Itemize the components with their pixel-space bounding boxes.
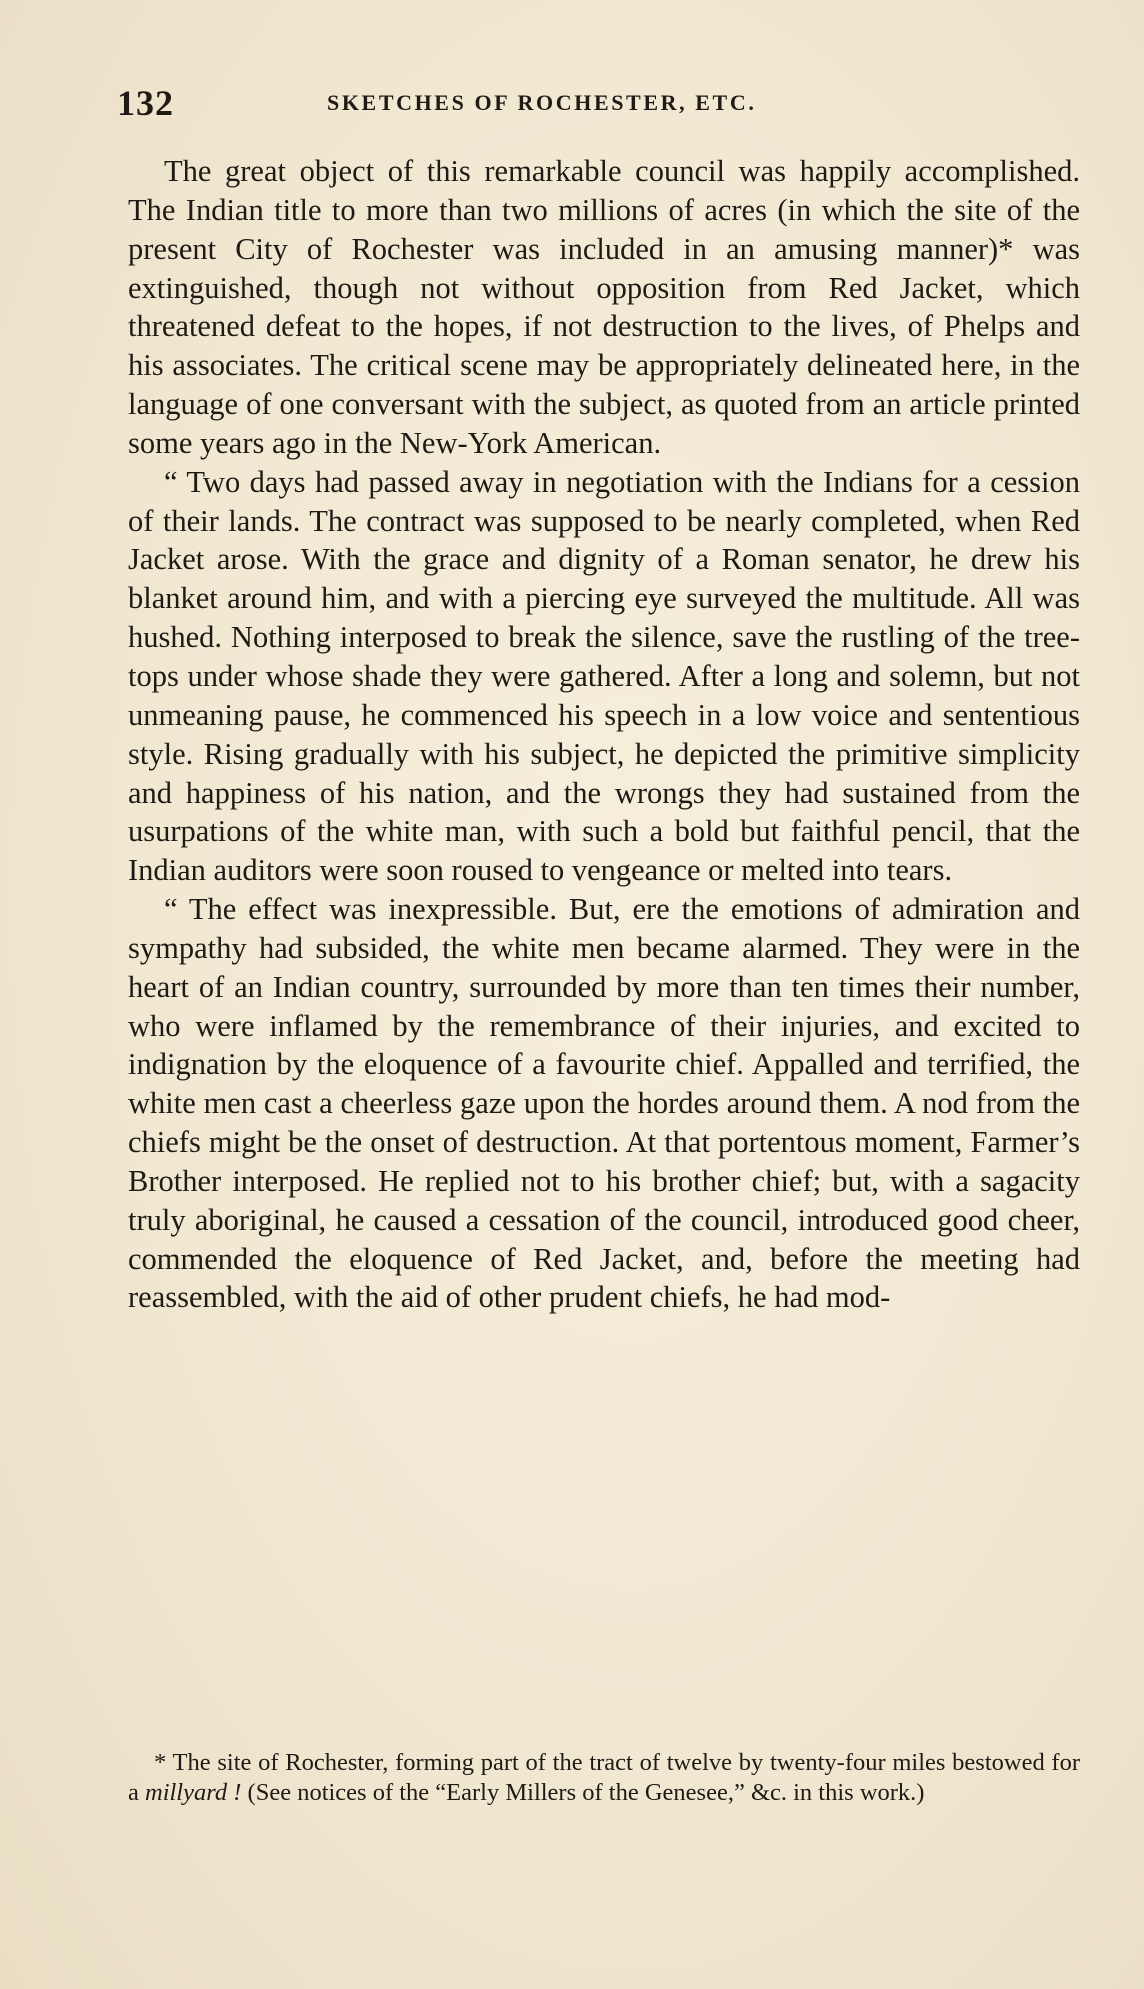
paragraph-red-jacket-speech: “ Two days had passed away in negotiation with the Indians for a cession of their lands. The contract was supposed to be nearly completed, when Red Jacket arose. With the grace and dignity of a Roman senator, he drew his blanket around him, and with a piercing eye surveyed the multitude. All was hushed. Nothing interposed to break the silence, save the rustling of the tree-tops under whose shade they were gathered. After a long and solemn, but not unmeaning pause, he commenced his speech in a low voice and sententious style. Rising gradually with his subject, he depicted the primitive simplicity and happiness of his nation, and the wrongs they had sustained from the usurpations of the white man, with such a bold but faithful pencil, that the Indian auditors were soon roused to vengeance or melted into tears. — [128, 464, 1080, 888]
footnote-text — [128, 1748, 1080, 1808]
paragraph-effect: “ The effect was inexpressible. But, ere the emotions of admiration and sympathy had subsided, the white men became alarmed. They were in the heart of an Indian country, surrounded by more than ten times their number, who were inflamed by the remembrance of their injuries, and excited to indignation by the eloquence of a favourite chief. Appalled and terrified, the white men cast a cheerless gaze upon the hordes around them. A nod from the chiefs might be the onset of destruction. At that portentous moment, Farmer’s Brother interposed. He replied not to his brother chief; but, with a sagacity truly aboriginal, he caused a cessation of the council, introduced good cheer, commended the eloquence of Red Jacket, and, before the meeting had reassembled, with the aid of other prudent chiefs, he had mod- — [128, 892, 1080, 1315]
footnote-emphasis: millyard ! — [145, 1779, 242, 1806]
paragraph-council: The great object of this remarkable council was happily accomplished. The Indian title to more than two millions of acres (in which the site of the present City of Rochester was included in an amusing manner)* was extinguished, though not without opposition from Red Jacket, which threatened defeat to the hopes, if not destruction to the lives, of Phelps and his associates. The critical scene may be appropriately delineated here, in the language of one conversant with the subject, as quoted from an article printed some years ago in the New-York American. — [128, 154, 1080, 460]
page-header — [117, 78, 1037, 128]
footnote-text-end: (See notices of the “Early Millers of the Genesee,” &c. in this work.) — [241, 1779, 925, 1806]
footnote — [128, 1748, 1080, 1808]
running-head: SKETCHES OF ROCHESTER, ETC. — [327, 90, 757, 115]
body-text — [128, 152, 1080, 1317]
footnote-text-start: * The site of Rochester, forming part of the tract of twelve by twenty-four miles bestowed for a — [128, 1749, 1080, 1806]
page-number: 132 — [117, 83, 174, 123]
